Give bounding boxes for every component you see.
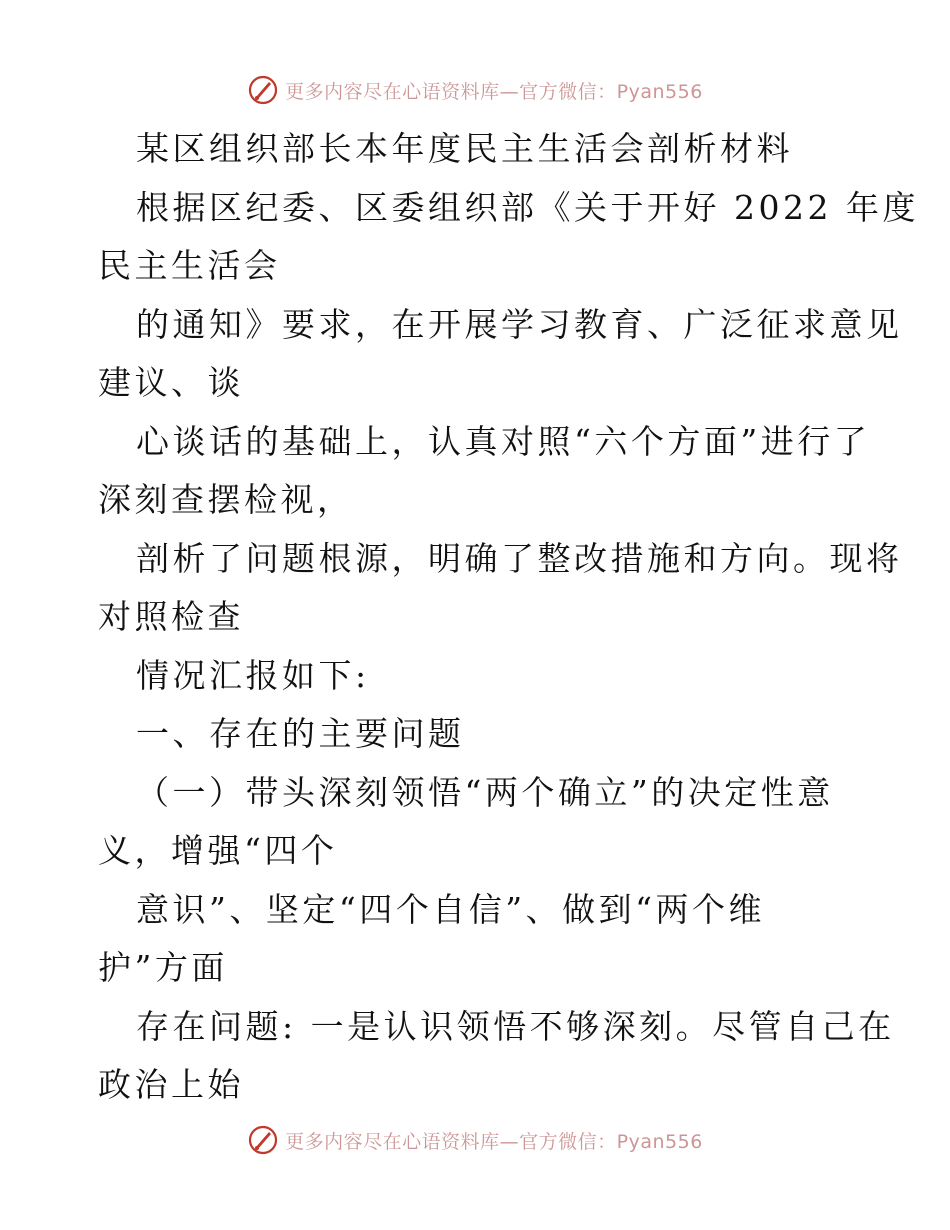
text-line: 政治上始 [98,1065,244,1104]
watermark-footer [0,1120,950,1160]
watermark-text: 更多内容尽在心语资料库—官方微信：Pyan556 [285,1130,703,1153]
quill-emblem-icon [247,74,279,106]
quill-emblem-icon [247,1124,279,1156]
document-body [98,120,919,1115]
text-line: 深刻查摆检视， [98,480,354,519]
text-line: 存在问题: 一是认识领悟不够深刻。尽管自己在 [136,1006,895,1046]
text-line: 某区组织部长本年度民主生活会剖析材料 [136,129,793,168]
text-line: （一）带头深刻领悟“两个确立”的决定性意 [136,772,834,812]
text-line: 护”方面 [98,948,228,987]
text-line: 民主生活会 [98,246,281,285]
text-line: 意识”、坚定“四个自信”、做到“两个维 [136,889,765,929]
text-line: 根据区纪委、区委组织部《关于开好 2022 年度 [136,187,919,227]
watermark-header [0,70,950,110]
text-line: 义，增强“四个 [98,831,338,870]
text-line: 情况汇报如下: [136,655,370,695]
text-line: 对照检查 [98,597,244,636]
watermark-text: 更多内容尽在心语资料库—官方微信：Pyan556 [285,80,703,103]
text-line: 的通知》要求，在开展学习教育、广泛征求意见 [136,304,903,344]
text-line: 剖析了问题根源，明确了整改措施和方向。现将 [136,538,903,578]
text-line: 一、存在的主要问题 [136,714,465,753]
text-line: 建议、谈 [98,363,244,402]
text-line: 心谈话的基础上，认真对照“六个方面”进行了 [136,421,871,461]
